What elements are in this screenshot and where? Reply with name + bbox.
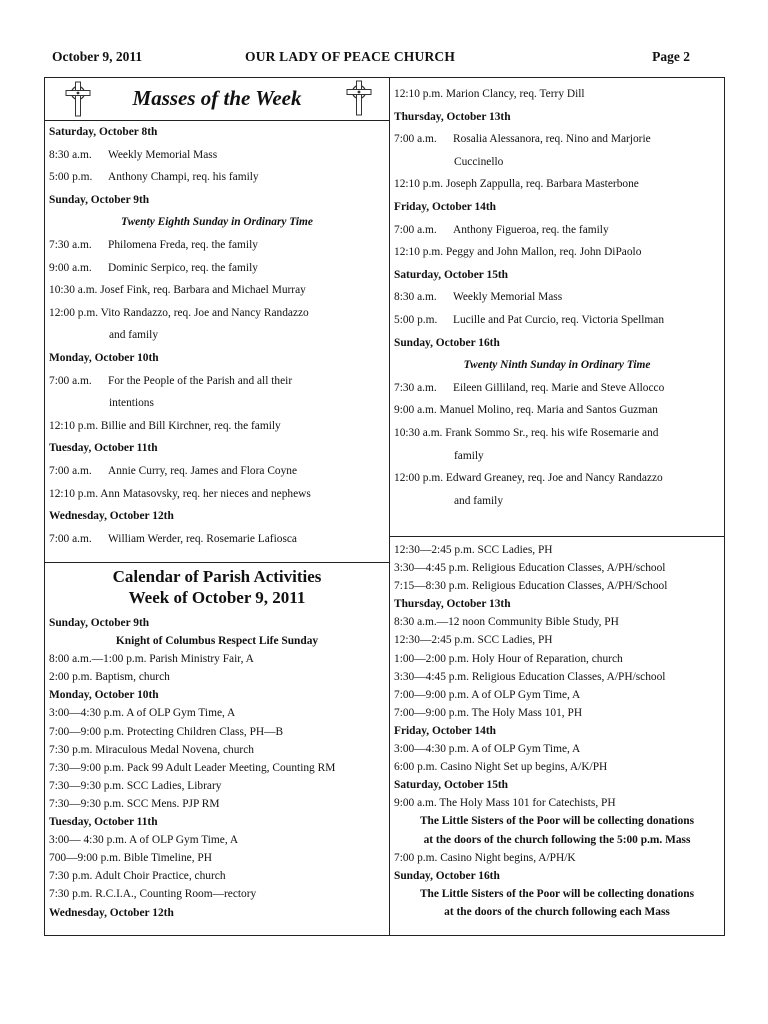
page-header [52, 49, 690, 69]
mass-time: 7:00 a.m. [49, 464, 92, 477]
page-number: Page 2 [652, 49, 690, 64]
mass-time: 7:00 a.m. [394, 133, 437, 146]
activity-entry: 6:00 p.m. Casino Night Set up begins, A/K/PH [394, 761, 608, 774]
mass-entry: 12:10 p.m. Billie and Bill Kirchner, req. the family [49, 419, 281, 432]
mass-intention: For the People of the Parish and all their [108, 374, 293, 387]
mass-entry: 12:10 p.m. Joseph Zappulla, req. Barbara Masterbone [394, 178, 639, 191]
activity-entry: 700—9:00 p.m. Bible Timeline, PH [49, 852, 212, 865]
mass-intention: Eileen Gilliland, req. Marie and Steve Allocco [453, 381, 665, 394]
mass-entry-continued: and family [109, 329, 159, 342]
mass-entry: 12:00 p.m. Vito Randazzo, req. Joe and Nancy Randazzo [49, 306, 309, 319]
mass-time: 8:30 a.m. [49, 148, 92, 161]
mass-entry-continued: Cuccinello [454, 155, 504, 168]
masses-title: Masses of the Week [132, 86, 302, 110]
mass-entry: 12:10 p.m. Marion Clancy, req. Terry Dill [394, 88, 585, 100]
mass-time: 5:00 p.m. [49, 171, 93, 184]
day-heading: Friday, October 14th [394, 724, 496, 737]
mass-entry: 10:30 a.m. Frank Sommo Sr., req. his wife Rosemarie and [394, 426, 659, 439]
mass-entry: 12:00 p.m. Edward Greaney, req. Joe and Nancy Randazzo [394, 472, 663, 485]
activity-entry: 3:00— 4:30 p.m. A of OLP Gym Time, A [49, 834, 239, 847]
celtic-cross-icon [344, 80, 374, 116]
masses-left-list [45, 121, 389, 550]
activity-entry: 7:00—9:00 p.m. A of OLP Gym Time, A [394, 688, 581, 701]
activity-entry: 9:00 a.m. The Holy Mass 101 for Catechists, PH [394, 797, 616, 810]
mass-time: 5:00 p.m. [394, 313, 438, 326]
church-name: OUR LADY OF PEACE CHURCH [245, 49, 456, 64]
masses-right-box [389, 77, 725, 537]
day-heading: Saturday, October 15th [394, 268, 509, 281]
day-heading: Sunday, October 9th [49, 193, 150, 206]
day-heading: Thursday, October 13th [394, 110, 511, 123]
mass-intention: Philomena Freda, req. the family [108, 238, 258, 251]
calendar-right-list [390, 537, 724, 921]
mass-intention: Weekly Memorial Mass [453, 291, 563, 304]
liturgical-day: Twenty Eighth Sunday in Ordinary Time [121, 216, 313, 229]
mass-entry [45, 144, 389, 167]
day-heading: Wednesday, October 12th [49, 510, 174, 523]
activity-entry: 3:00—4:30 p.m. A of OLP Gym Time, A [394, 743, 581, 756]
announcement: The Little Sisters of the Poor will be collecting donations [419, 887, 695, 900]
announcement: at the doors of the church following the 5:00 p.m. Mass [423, 833, 691, 846]
mass-intention: Weekly Memorial Mass [108, 148, 218, 161]
day-heading: Tuesday, October 11th [49, 816, 158, 829]
mass-intention: Anthony Figueroa, req. the family [453, 223, 609, 236]
mass-intention: Dominic Serpico, req. the family [108, 261, 258, 274]
day-heading: Saturday, October 15th [394, 779, 509, 792]
liturgical-day: Twenty Ninth Sunday in Ordinary Time [463, 359, 651, 372]
mass-intention: William Werder, req. Rosemarie Lafiosca [108, 532, 297, 545]
mass-time: 9:00 a.m. [49, 261, 92, 274]
day-heading: Sunday, October 16th [394, 869, 500, 882]
mass-entry [45, 528, 389, 551]
activity-entry: 8:00 a.m.—1:00 p.m. Parish Ministry Fair, A [49, 653, 254, 666]
day-heading: Monday, October 10th [49, 351, 159, 364]
activity-entry: 8:30 a.m.—12 noon Community Bible Study, PH [394, 616, 619, 629]
activity-entry: 12:30—2:45 p.m. SCC Ladies, PH [394, 634, 553, 647]
day-heading: Friday, October 14th [394, 200, 496, 213]
mass-intention: Anthony Champi, req. his family [108, 171, 259, 184]
mass-entry: 12:10 p.m. Peggy and John Mallon, req. John DiPaolo [394, 246, 642, 259]
announcement: Knight of Columbus Respect Life Sunday [115, 635, 319, 648]
mass-entry [390, 309, 724, 332]
mass-entry [45, 257, 389, 280]
mass-time: 7:30 a.m. [49, 238, 92, 251]
mass-entry: 9:00 a.m. Manuel Molino, req. Maria and Santos Guzman [394, 404, 658, 417]
mass-time: 7:30 a.m. [394, 381, 437, 394]
mass-time: 7:00 a.m. [49, 374, 92, 387]
calendar-left-box [44, 562, 390, 936]
mass-entry: 12:10 p.m. Ann Matasovsky, req. her nieces and nephews [49, 487, 311, 500]
day-heading: Wednesday, October 12th [49, 906, 174, 919]
mass-entry-continued: family [454, 449, 484, 462]
calendar-week: Week of October 9, 2011 [128, 588, 306, 607]
day-heading: Sunday, October 9th [49, 617, 150, 629]
mass-intention: Rosalia Alessanora, req. Nino and Marjorie [453, 133, 651, 146]
activity-entry: 3:00—4:30 p.m. A of OLP Gym Time, A [49, 707, 236, 720]
mass-intention: Annie Curry, req. James and Flora Coyne [108, 464, 298, 477]
mass-entry-continued: and family [454, 494, 504, 507]
mass-entry [390, 377, 724, 400]
activity-entry: 7:30—9:30 p.m. SCC Mens. PJP RM [49, 797, 220, 810]
mass-intention: Lucille and Pat Curcio, req. Victoria Spellman [453, 313, 665, 326]
activity-entry: 7:00—9:00 p.m. The Holy Mass 101, PH [394, 706, 583, 719]
mass-time: 7:00 a.m. [49, 532, 92, 545]
activity-entry: 3:30—4:45 p.m. Religious Education Classes, A/PH/school [394, 562, 666, 575]
masses-title-bar [45, 78, 389, 121]
activity-entry: 7:30 p.m. Adult Choir Practice, church [49, 870, 226, 883]
calendar-left-list [45, 614, 389, 922]
activity-entry: 7:30—9:00 p.m. Pack 99 Adult Leader Meeting, Counting RM [49, 761, 336, 774]
mass-entry [45, 234, 389, 257]
mass-entry-continued: intentions [109, 397, 154, 410]
activity-entry: 1:00—2:00 p.m. Holy Hour of Reparation, church [394, 652, 623, 665]
mass-entry: 10:30 a.m. Josef Fink, req. Barbara and Michael Murray [49, 284, 306, 297]
mass-entry [390, 219, 724, 242]
mass-time: 8:30 a.m. [394, 291, 437, 304]
activity-entry: 7:30 p.m. R.C.I.A., Counting Room—rectory [49, 888, 257, 901]
day-heading: Monday, October 10th [49, 689, 159, 702]
masses-right-list [390, 78, 724, 512]
activity-entry: 7:30 p.m. Miraculous Medal Novena, church [49, 743, 254, 756]
activity-entry: 7:30—9:30 p.m. SCC Ladies, Library [49, 779, 222, 792]
mass-entry [45, 460, 389, 483]
mass-entry [45, 166, 389, 189]
calendar-title: Calendar of Parish Activities [112, 567, 322, 586]
mass-entry [45, 370, 389, 393]
day-heading: Thursday, October 13th [394, 598, 511, 611]
activity-entry: 7:00 p.m. Casino Night begins, A/PH/K [394, 851, 576, 864]
masses-left-box [44, 77, 390, 563]
announcement: The Little Sisters of the Poor will be collecting donations [419, 815, 695, 828]
bulletin-date: October 9, 2011 [52, 49, 143, 64]
mass-entry [390, 286, 724, 309]
calendar-right-box [389, 536, 725, 936]
mass-time: 7:00 a.m. [394, 223, 437, 236]
announcement: at the doors of the church following each Mass [444, 905, 670, 918]
activity-entry: 3:30—4:45 p.m. Religious Education Classes, A/PH/school [394, 670, 666, 683]
day-heading: Tuesday, October 11th [49, 442, 158, 455]
day-heading: Saturday, October 8th [49, 126, 158, 138]
activity-entry: 7:15—8:30 p.m. Religious Education Classes, A/PH/School [394, 580, 668, 593]
activity-entry: 12:30—2:45 p.m. SCC Ladies, PH [394, 544, 553, 556]
mass-entry [390, 128, 724, 151]
day-heading: Sunday, October 16th [394, 336, 500, 349]
activity-entry: 7:00—9:00 p.m. Protecting Children Class, PH—B [49, 725, 284, 738]
activity-entry: 2:00 p.m. Baptism, church [49, 671, 170, 684]
